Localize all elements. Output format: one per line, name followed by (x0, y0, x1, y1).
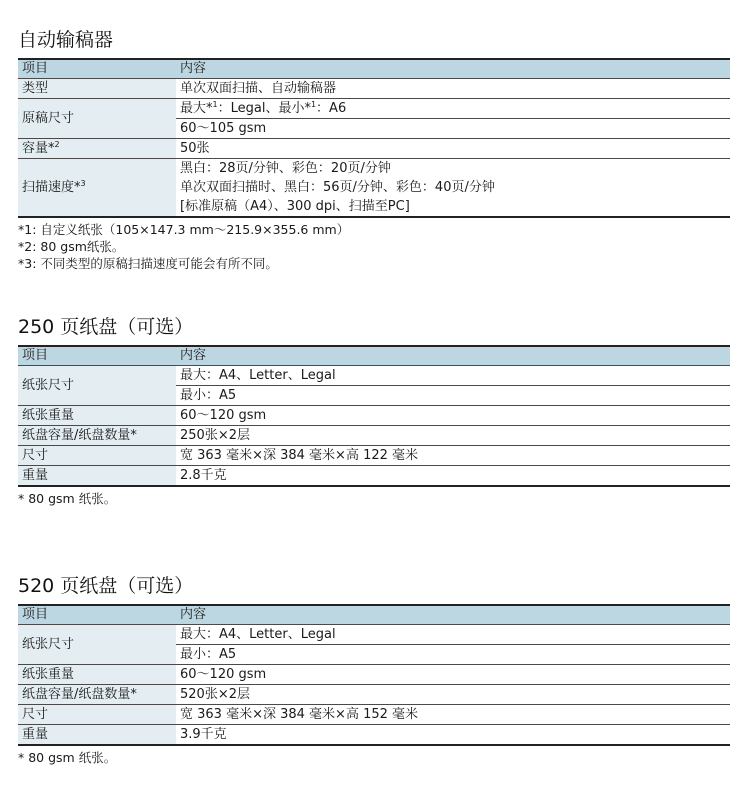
spec-table (18, 604, 730, 746)
value-line: 最小：A5 (180, 647, 237, 662)
value-line: 最大：A4、Letter、Legal (176, 625, 730, 645)
row-key: 扫描速度*$^3$ (18, 159, 176, 218)
table-row (18, 426, 730, 446)
table-row (18, 665, 730, 685)
row-key: 尺寸 (18, 446, 176, 466)
table-row (18, 685, 730, 705)
footnote: *2: 80 gsm纸张。 (18, 239, 125, 254)
row-value: 单次双面扫描、自动输稿器 (176, 79, 730, 99)
row-value (176, 159, 730, 218)
table-row (18, 159, 730, 218)
table-row (18, 466, 730, 487)
footnote: *3: 不同类型的原稿扫描速度可能会有所不同。 (18, 256, 278, 271)
value-line: 最大：A4、Letter、Legal (176, 366, 730, 386)
header-content: 内容 (176, 59, 730, 79)
table-header-row (18, 605, 730, 625)
row-value (176, 366, 730, 406)
footnote: *1: 自定义纸张（105×147.3 mm～215.9×355.6 mm） (18, 222, 350, 237)
row-value: 250张×2层 (176, 426, 730, 446)
table-header-row (18, 59, 730, 79)
section-title: 520 页纸盘（可选） (18, 575, 194, 597)
header-item: 项目 (18, 605, 176, 625)
section-tray-250 (18, 315, 730, 507)
header-item: 项目 (18, 346, 176, 366)
footnote: * 80 gsm 纸张。 (18, 750, 117, 765)
header-content: 内容 (176, 346, 730, 366)
row-key: 纸盘容量/纸盘数量* (18, 426, 176, 446)
row-key: 原稿尺寸 (18, 99, 176, 139)
row-value: 宽 363 毫米×深 384 毫米×高 152 毫米 (176, 705, 730, 725)
row-value: 520张×2层 (176, 685, 730, 705)
row-value: 50张 (176, 139, 730, 159)
table-row (18, 79, 730, 99)
row-key: 尺寸 (18, 705, 176, 725)
row-key: 重量 (18, 725, 176, 746)
footnote: * 80 gsm 纸张。 (18, 491, 117, 506)
footnotes (18, 490, 730, 507)
row-key: 纸张尺寸 (18, 366, 176, 406)
header-item: 项目 (18, 59, 176, 79)
value-line: 60～105 gsm (180, 121, 267, 136)
row-key: 纸盘容量/纸盘数量* (18, 685, 176, 705)
section-tray-520 (18, 574, 730, 766)
section-adf (18, 28, 730, 272)
row-value: 2.8千克 (176, 466, 730, 487)
section-title: 250 页纸盘（可选） (18, 316, 194, 338)
spec-table (18, 345, 730, 487)
row-value: 60～120 gsm (176, 406, 730, 426)
row-value: 60～120 gsm (176, 665, 730, 685)
row-key: 纸张尺寸 (18, 625, 176, 665)
row-value: 3.9千克 (176, 725, 730, 746)
value-line: [标准原稿（A4）、300 dpi、扫描至PC] (180, 199, 410, 214)
row-key: 类型 (18, 79, 176, 99)
row-value (176, 625, 730, 665)
row-key: 容量*$^2$ (18, 139, 176, 159)
footnotes (18, 749, 730, 766)
header-content: 内容 (176, 605, 730, 625)
footnotes (18, 221, 730, 272)
row-key: 纸张重量 (18, 665, 176, 685)
spec-table (18, 58, 730, 218)
table-row (18, 725, 730, 746)
row-value (176, 99, 730, 139)
row-value: 宽 363 毫米×深 384 毫米×高 122 毫米 (176, 446, 730, 466)
table-row (18, 625, 730, 665)
table-row (18, 139, 730, 159)
value-line: 黑白：28页/分钟、彩色：20页/分钟 (180, 161, 391, 176)
row-key: 重量 (18, 466, 176, 487)
value-line: 最小：A5 (180, 388, 237, 403)
table-row (18, 446, 730, 466)
table-row (18, 705, 730, 725)
table-header-row (18, 346, 730, 366)
row-key: 纸张重量 (18, 406, 176, 426)
section-title: 自动输稿器 (18, 29, 114, 51)
table-row (18, 366, 730, 406)
table-row (18, 99, 730, 139)
table-row (18, 406, 730, 426)
value-line: 最大*$^1$：Legal、最小*$^1$：A6 (176, 99, 730, 119)
value-line: 单次双面扫描时、黑白：56页/分钟、彩色：40页/分钟 (180, 180, 495, 195)
